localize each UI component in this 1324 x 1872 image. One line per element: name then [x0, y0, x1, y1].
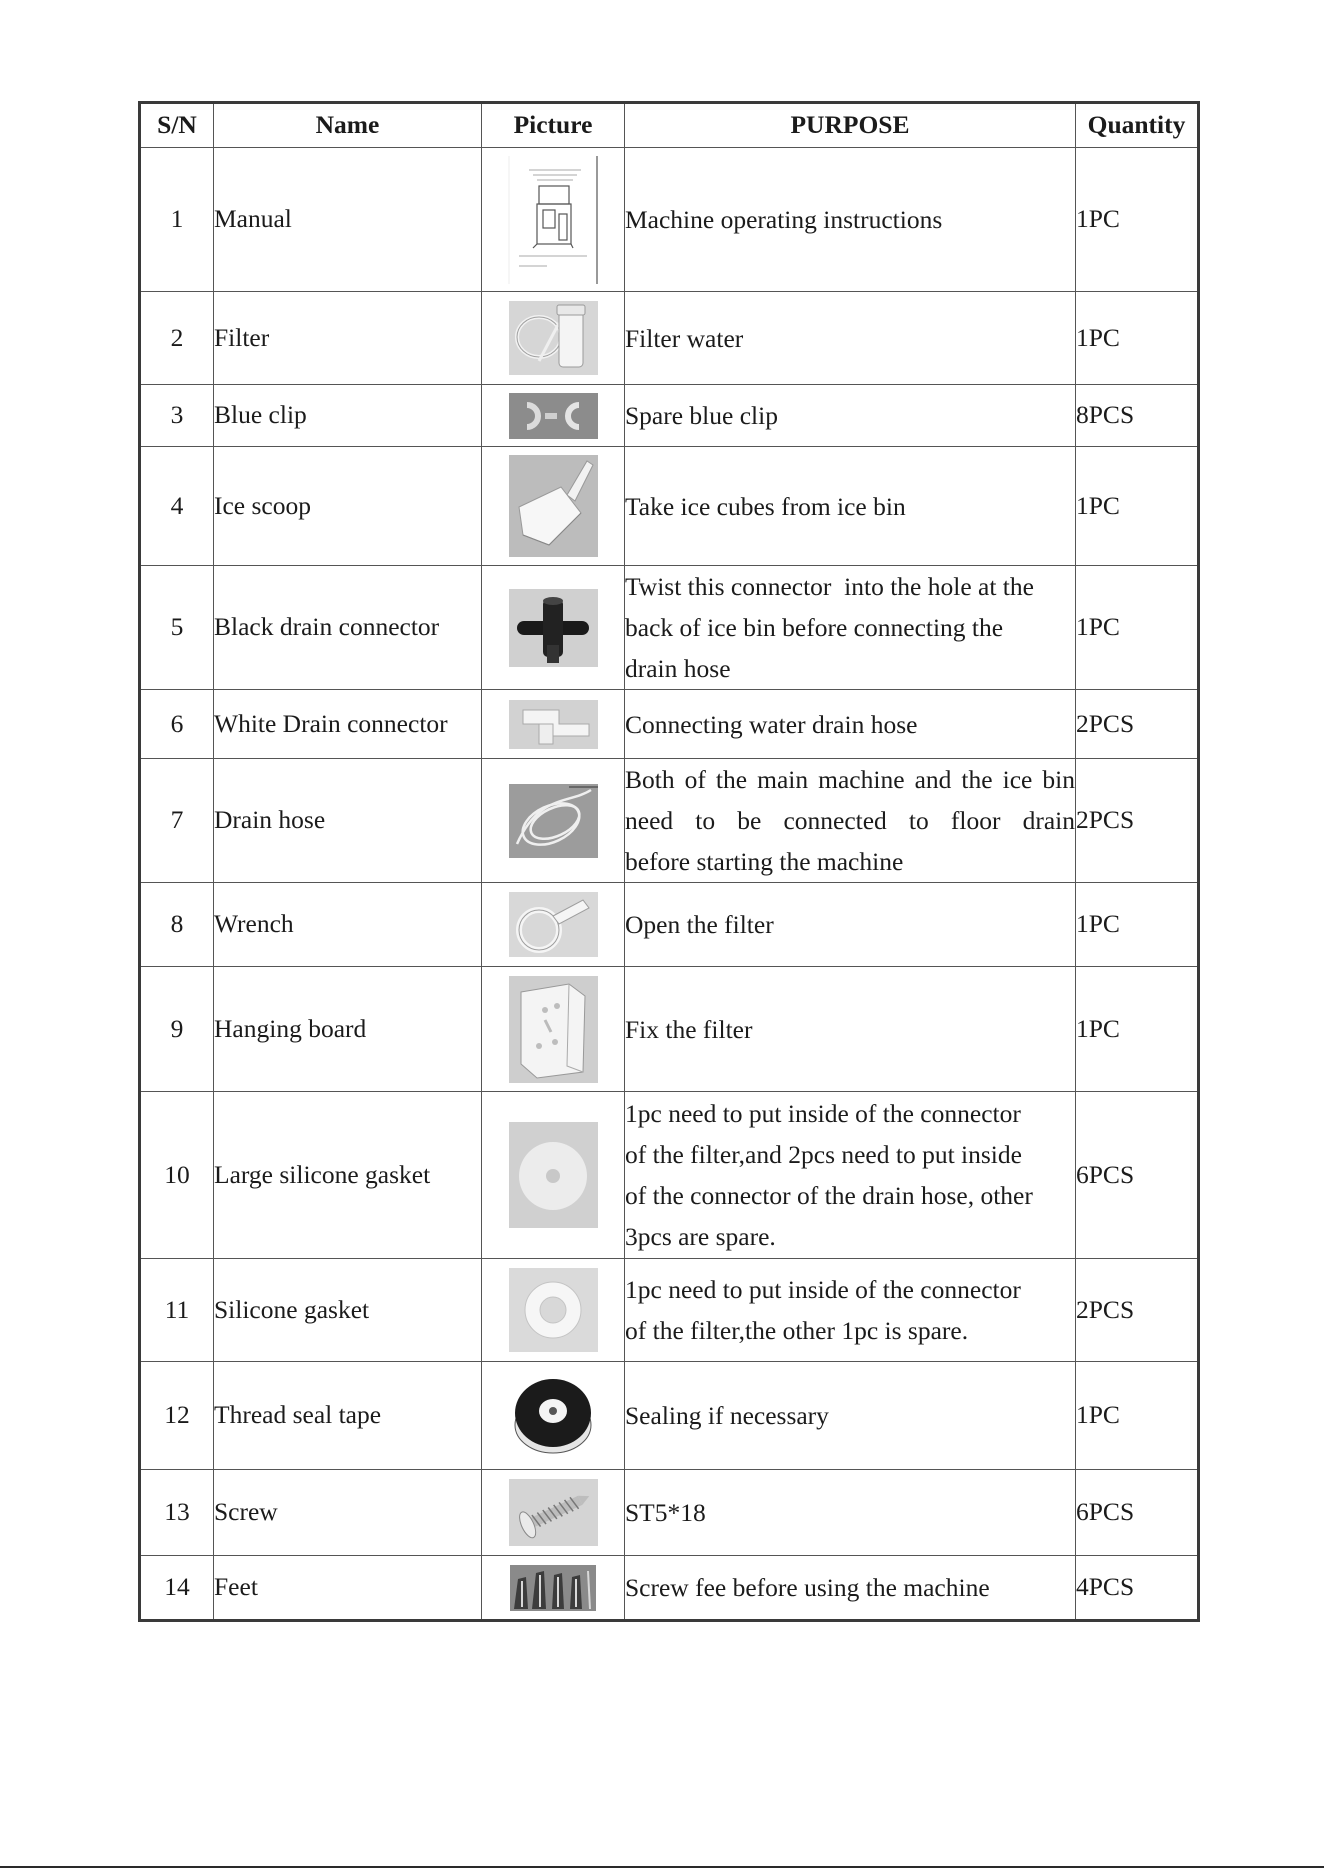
purpose-line: 1pc need to put inside of the connector: [625, 1275, 1021, 1304]
purpose-line: of the connector of the drain hose, other: [625, 1181, 1033, 1210]
purpose-line: Both of the main machine and the ice bin: [625, 765, 1075, 794]
cell-name: Silicone gasket: [214, 1259, 482, 1362]
cell-purpose: [625, 292, 1076, 385]
cell-picture: [482, 1259, 625, 1362]
table-row: [140, 690, 1199, 759]
hanging-board-image: [509, 976, 598, 1083]
table-row: [140, 1362, 1199, 1470]
cell-name: Manual: [214, 148, 482, 292]
purpose-line: 1pc need to put inside of the connector: [625, 1099, 1021, 1128]
cell-name: Hanging board: [214, 967, 482, 1092]
cell-name: Screw: [214, 1470, 482, 1556]
purpose-line: 3pcs are spare.: [625, 1222, 776, 1251]
table-row: [140, 1470, 1199, 1556]
cell-name: Filter: [214, 292, 482, 385]
cell-quantity: 6PCS: [1076, 1470, 1199, 1556]
cell-sn: 9: [140, 967, 214, 1092]
table-row: [140, 883, 1199, 967]
purpose-line: of the filter,the other 1pc is spare.: [625, 1316, 969, 1345]
cell-sn: 1: [140, 148, 214, 292]
cell-quantity: 6PCS: [1076, 1092, 1199, 1259]
table-header-row: [140, 103, 1199, 148]
header-picture: Picture: [482, 103, 625, 148]
black-drain-connector-image: [509, 589, 598, 667]
purpose-line: need to be connected to floor drain: [625, 806, 1075, 835]
header-name: Name: [214, 103, 482, 148]
screw-image: [509, 1479, 598, 1546]
wrench-image: [509, 892, 598, 957]
table-row: [140, 148, 1199, 292]
table-row: [140, 1556, 1199, 1621]
feet-image: [510, 1565, 596, 1611]
cell-quantity: 1PC: [1076, 967, 1199, 1092]
cell-picture: [482, 566, 625, 690]
purpose-line: Open the filter: [625, 910, 774, 939]
purpose-line: Sealing if necessary: [625, 1401, 829, 1430]
cell-name: Large silicone gasket: [214, 1092, 482, 1259]
cell-name: Wrench: [214, 883, 482, 967]
cell-purpose: [625, 447, 1076, 566]
cell-picture: [482, 292, 625, 385]
cell-sn: 12: [140, 1362, 214, 1470]
cell-purpose: [625, 1556, 1076, 1621]
white-drain-connector-image: [509, 700, 598, 749]
cell-purpose: [625, 385, 1076, 447]
cell-purpose: [625, 967, 1076, 1092]
cell-name: Drain hose: [214, 759, 482, 883]
cell-purpose: [625, 1470, 1076, 1556]
purpose-line: back of ice bin before connecting the: [625, 613, 1004, 642]
header-quantity: Quantity: [1076, 103, 1199, 148]
table-row: [140, 292, 1199, 385]
cell-picture: [482, 1362, 625, 1470]
purpose-line: Fix the filter: [625, 1014, 753, 1044]
table-row: [140, 1259, 1199, 1362]
cell-quantity: 1PC: [1076, 883, 1199, 967]
cell-quantity: 2PCS: [1076, 759, 1199, 883]
cell-picture: [482, 967, 625, 1092]
purpose-line: Connecting water drain hose: [625, 709, 918, 739]
purpose-line: Spare blue clip: [625, 401, 778, 430]
cell-purpose: [625, 1362, 1076, 1470]
cell-picture: [482, 385, 625, 447]
cell-name: White Drain connector: [214, 690, 482, 759]
cell-sn: 3: [140, 385, 214, 447]
purpose-line: Screw fee before using the machine: [625, 1573, 990, 1602]
cell-picture: [482, 1092, 625, 1259]
silicone-gasket-image: [509, 1268, 598, 1352]
purpose-line: of the filter,and 2pcs need to put inside: [625, 1140, 1022, 1169]
cell-quantity: 2PCS: [1076, 1259, 1199, 1362]
manual-image: [507, 156, 599, 284]
cell-quantity: 1PC: [1076, 566, 1199, 690]
cell-quantity: 4PCS: [1076, 1556, 1199, 1621]
cell-quantity: 1PC: [1076, 148, 1199, 292]
large-silicone-gasket-image: [509, 1122, 598, 1228]
table-row: [140, 1092, 1199, 1259]
table-body: [140, 148, 1199, 1621]
cell-purpose: [625, 1092, 1076, 1259]
accessories-table: [138, 101, 1200, 1622]
filter-image: [509, 301, 598, 375]
cell-name: Feet: [214, 1556, 482, 1621]
page-bottom-rule: [0, 1866, 1324, 1868]
purpose-line: Twist this connector into the hole at the: [625, 572, 1034, 601]
cell-quantity: 1PC: [1076, 1362, 1199, 1470]
cell-sn: 7: [140, 759, 214, 883]
table-row: [140, 759, 1199, 883]
cell-picture: [482, 1470, 625, 1556]
table-row: [140, 447, 1199, 566]
purpose-line: Filter water: [625, 323, 744, 353]
cell-name: Blue clip: [214, 385, 482, 447]
cell-sn: 13: [140, 1470, 214, 1556]
purpose-line: before starting the machine: [625, 847, 904, 876]
purpose-line: Machine operating instructions: [625, 205, 943, 234]
table-row: [140, 385, 1199, 447]
cell-sn: 4: [140, 447, 214, 566]
blue-clip-image: [509, 393, 598, 439]
purpose-line: ST5*18: [625, 1498, 706, 1527]
purpose-line: drain hose: [625, 654, 731, 683]
cell-name: Ice scoop: [214, 447, 482, 566]
table-row: [140, 566, 1199, 690]
cell-picture: [482, 148, 625, 292]
cell-purpose: [625, 566, 1076, 690]
cell-sn: 10: [140, 1092, 214, 1259]
cell-picture: [482, 690, 625, 759]
cell-quantity: 1PC: [1076, 292, 1199, 385]
cell-sn: 8: [140, 883, 214, 967]
table-row: [140, 967, 1199, 1092]
cell-picture: [482, 447, 625, 566]
cell-sn: 5: [140, 566, 214, 690]
header-purpose: PURPOSE: [625, 103, 1076, 148]
cell-picture: [482, 883, 625, 967]
cell-purpose: [625, 1259, 1076, 1362]
cell-purpose: [625, 883, 1076, 967]
thread-seal-tape-image: [509, 1371, 598, 1460]
cell-purpose: [625, 148, 1076, 292]
purpose-line: Take ice cubes from ice bin: [625, 491, 906, 521]
cell-name: Black drain connector: [214, 566, 482, 690]
cell-sn: 11: [140, 1259, 214, 1362]
cell-sn: 6: [140, 690, 214, 759]
cell-name: Thread seal tape: [214, 1362, 482, 1470]
ice-scoop-image: [509, 455, 598, 557]
cell-purpose: [625, 759, 1076, 883]
cell-quantity: 2PCS: [1076, 690, 1199, 759]
drain-hose-image: [509, 784, 598, 858]
cell-quantity: 8PCS: [1076, 385, 1199, 447]
cell-quantity: 1PC: [1076, 447, 1199, 566]
cell-picture: [482, 1556, 625, 1621]
cell-sn: 2: [140, 292, 214, 385]
cell-sn: 14: [140, 1556, 214, 1621]
cell-picture: [482, 759, 625, 883]
cell-purpose: [625, 690, 1076, 759]
header-sn: S/N: [140, 103, 214, 148]
